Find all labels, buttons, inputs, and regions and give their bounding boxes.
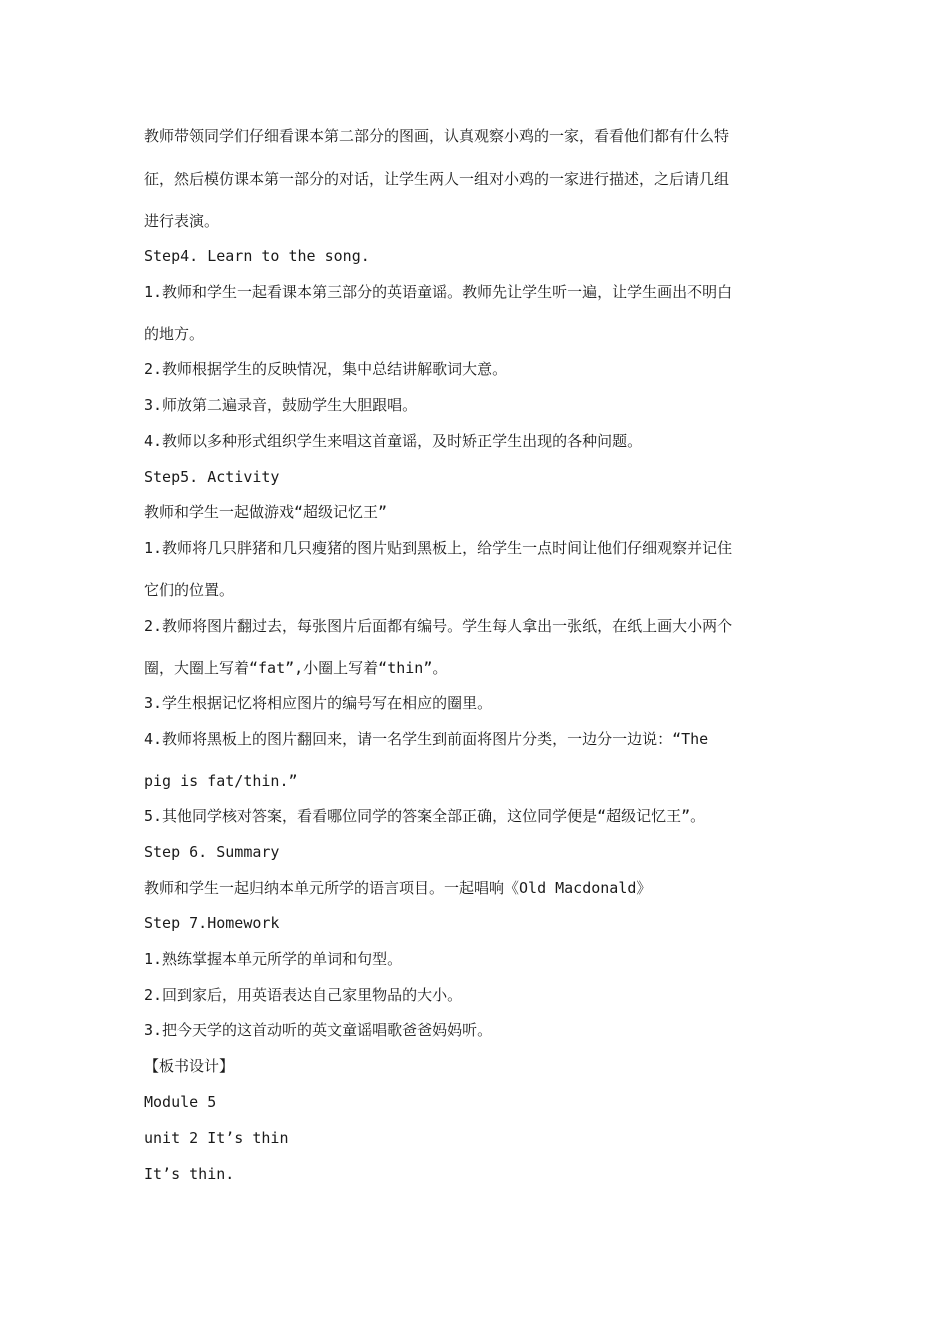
text-line: 它们的位置。 bbox=[144, 581, 235, 599]
step-heading: Step 7.Homework bbox=[144, 914, 280, 932]
text-line: 征，然后模仿课本第一部分的对话，让学生两人一组对小鸡的一家进行描述，之后请几组 bbox=[144, 170, 730, 188]
board-line: unit 2 It’s thin bbox=[144, 1129, 289, 1147]
board-line: It’s thin. bbox=[144, 1165, 235, 1183]
text-line: 的地方。 bbox=[144, 325, 205, 343]
text-line: pig is fat/thin.” bbox=[144, 772, 298, 790]
board-line: Module 5 bbox=[144, 1093, 217, 1111]
text-line: 1.教师和学生一起看课本第三部分的英语童谣。教师先让学生听一遍，让学生画出不明白 bbox=[144, 283, 733, 301]
text-line: 教师带领同学们仔细看课本第二部分的图画，认真观察小鸡的一家，看看他们都有什么特 bbox=[144, 127, 730, 145]
text-line: 2.回到家后，用英语表达自己家里物品的大小。 bbox=[144, 986, 463, 1004]
text-line: 1.教师将几只胖猪和几只瘦猪的图片贴到黑板上，给学生一点时间让他们仔细观察并记住 bbox=[144, 539, 733, 557]
section-heading: 【板书设计】 bbox=[144, 1057, 235, 1075]
text-line: 教师和学生一起做游戏“超级记忆王” bbox=[144, 503, 388, 521]
text-line: 进行表演。 bbox=[144, 212, 220, 230]
text-line: 3.把今天学的这首动听的英文童谣唱歌爸爸妈妈听。 bbox=[144, 1021, 493, 1039]
step-heading: Step5. Activity bbox=[144, 468, 280, 486]
text-line: 2.教师根据学生的反映情况，集中总结讲解歌词大意。 bbox=[144, 360, 508, 378]
text-line: 5.其他同学核对答案，看看哪位同学的答案全部正确，这位同学便是“超级记忆王”。 bbox=[144, 807, 706, 825]
text-line: 3.师放第二遍录音，鼓励学生大胆跟唱。 bbox=[144, 396, 418, 414]
text-line: 4.教师将黑板上的图片翻回来，请一名学生到前面将图片分类，一边分一边说：“The bbox=[144, 730, 709, 748]
text-line: 圈，大圈上写着“fat”,小圈上写着“thin”。 bbox=[144, 659, 448, 677]
step-heading: Step 6. Summary bbox=[144, 843, 280, 861]
text-line: 1.熟练掌握本单元所学的单词和句型。 bbox=[144, 950, 403, 968]
text-line: 2.教师将图片翻过去，每张图片后面都有编号。学生每人拿出一张纸，在纸上画大小两个 bbox=[144, 617, 733, 635]
text-line: 4.教师以多种形式组织学生来唱这首童谣，及时矫正学生出现的各种问题。 bbox=[144, 432, 643, 450]
text-line: 3.学生根据记忆将相应图片的编号写在相应的圈里。 bbox=[144, 694, 493, 712]
step-heading: Step4. Learn to the song. bbox=[144, 247, 370, 265]
text-line: 教师和学生一起归纳本单元所学的语言项目。一起唱响《Old Macdonald》 bbox=[144, 879, 652, 897]
